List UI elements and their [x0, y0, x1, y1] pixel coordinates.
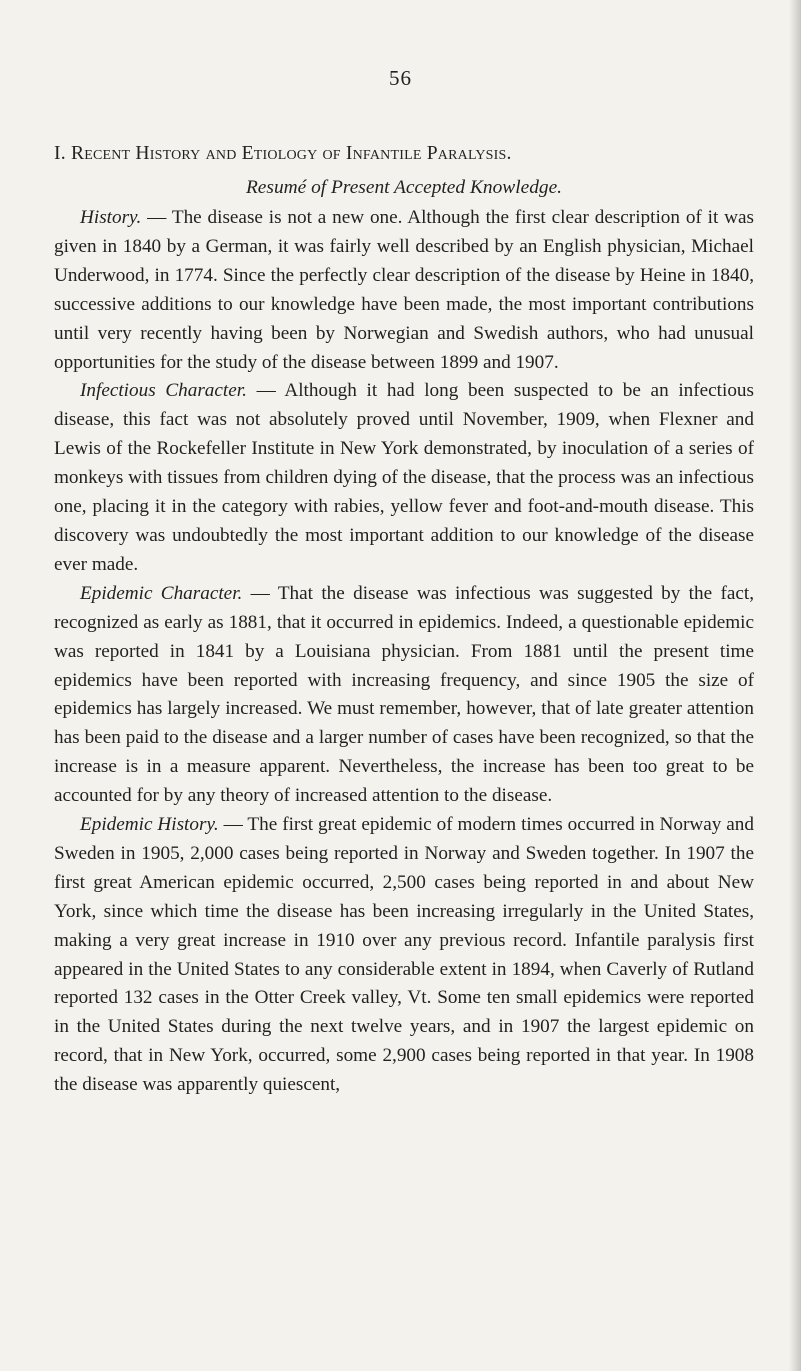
paragraph-infectious-character — [54, 377, 754, 579]
page-edge-shadow — [789, 0, 801, 1371]
paragraph-lead: Infectious Character. — [80, 380, 247, 402]
chapter-numeral: I. — [54, 143, 66, 164]
paragraph-epidemic-character — [54, 580, 754, 811]
section-subtitle: Resumé of Present Accepted Knowledge. — [245, 177, 563, 198]
page-body — [54, 140, 754, 1100]
chapter-title: Recent History and Etiology of Infantile Paralysis. — [70, 143, 512, 164]
paragraph-epidemic-history — [54, 811, 754, 1100]
page-number: 56 — [389, 66, 412, 90]
paragraph-text: — The first great epidemic of modern times occurred in Norway and Sweden in 1905, 2,000 cases being reported in Norway and Sweden together. In 1907 the first great American epidemic occurred, 2,500 cases being reported in and about New York, since which time the disease has been increasing irregularly in the United States, making a very great increase in 1910 over any previous record. Infantile paralysis first appeared in the United States to any considerable extent in 1894, when Caverly of Rutland reported 132 cases in the Otter Creek valley, Vt. Some ten small epidemics were reported in the United States during the next twelve years, and in 1907 the largest epidemic on record, that in New York, occurred, some 2,900 cases being reported in that year. In 1908 the disease was apparently quiescent, — [54, 814, 754, 1096]
chapter-heading — [54, 140, 754, 168]
paragraph-lead: Epidemic Character. — [80, 582, 243, 604]
paragraph-text: — Although it had long been suspected to be an infectious disease, this fact was not absolutely proved until November, 1909, when Flexner and Lewis of the Rockefeller Institute in New York demonstrated, by inoculation of a series of monkeys with tissues from children dying of the disease, that the process was an infectious one, placing it in the category with rabies, yellow fever and foot-and-mouth disease. This discovery was undoubtedly the most important addition to our knowledge of the disease ever made. — [54, 380, 754, 575]
paragraph-lead: History. — [80, 207, 142, 228]
paragraph-lead: Epidemic History. — [80, 814, 219, 836]
paragraph-text: — The disease is not a new one. Although the first clear description of it was given in 1840 by a German, it was fairly well described by an English physician, Michael Underwood, in 1774. Since the perfectly clear description of the disease by Heine in 1840, successive additions to our knowledge have been made, the most important contributions until very recently having been by Norwegian and Swedish authors, who had unusual opportunities for the study of the disease between 1899 and 1907. — [54, 207, 754, 373]
paragraph-history — [54, 204, 754, 377]
paragraph-text: — That the disease was infectious was suggested by the fact, recognized as early as 1881, that it occurred in epidemics. Indeed, a questionable epidemic was reported in 1841 by a Louisiana physician. From 1881 until the present time epidemics have been reported with increasing frequency, and since 1905 the size of epidemics has largely increased. We must remember, however, that of late greater attention has been paid to the disease and a larger number of cases have been recognized, so that the increase is in a measure apparent. Nevertheless, the increase has been too great to be accounted for by any theory of increased attention to the disease. — [54, 582, 754, 807]
